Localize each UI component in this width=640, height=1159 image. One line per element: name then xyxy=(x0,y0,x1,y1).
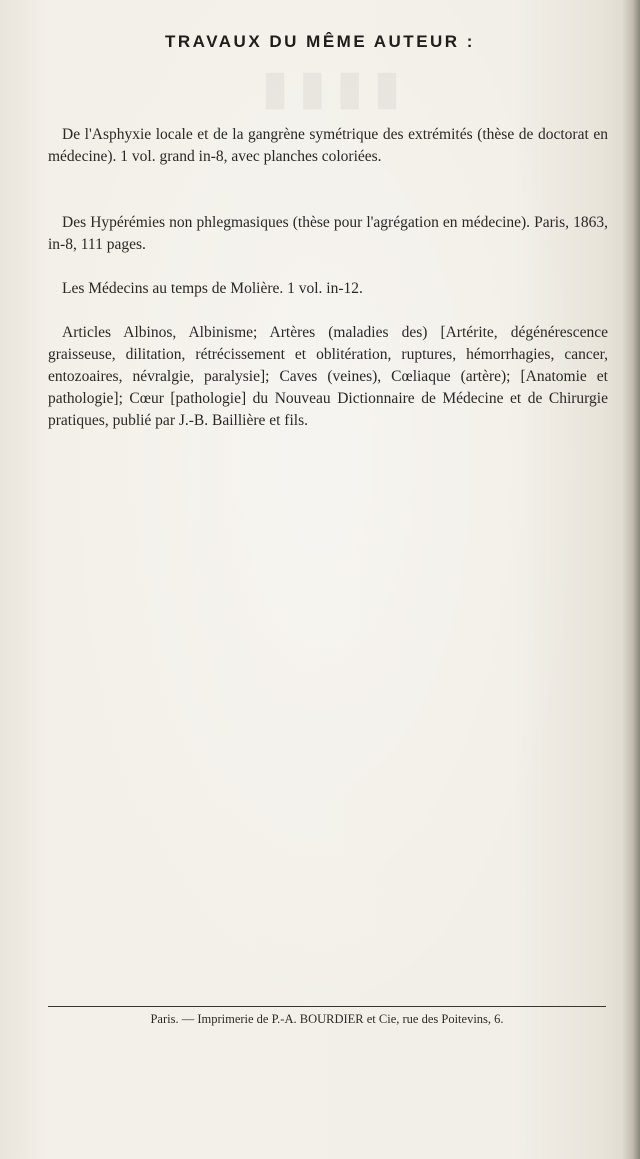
entry-text: Des Hypérémies non phlegmasiques (thèse pour l'agrégation en médecine). Paris, 1863, in-8, 111 pages. xyxy=(48,214,608,253)
binding-edge-shadow xyxy=(622,0,640,1159)
bibliography-entry xyxy=(48,278,608,300)
bleed-through-shadow: ▮▮▮▮ xyxy=(250,61,400,113)
bibliography-entry xyxy=(48,124,608,168)
entry-text: Articles Albinos, Albinisme; Artères (maladies des) [Artérite, dégénérescence graisseuse, dilitation, rétrécissement et oblitération, ruptures, hémorrhagies, cancer, entozoaires, névralgie, paralysie]; Caves (veines), Cœliaque (artère); [Anatomie et pathologie]; Cœur [pathologie] du Nouveau Dictionnaire de Médecine et de Chirurgie pratiques, publié par J.-B. Baillière et fils. xyxy=(48,324,608,429)
printer-imprint: Paris. — Imprimerie de P.-A. BOURDIER et Cie, rue des Poitevins, 6. xyxy=(150,1012,504,1026)
bibliography-entry xyxy=(48,322,608,432)
section-heading: TRAVAUX DU MÊME AUTEUR : xyxy=(165,32,475,51)
bibliography-entry xyxy=(48,212,608,256)
footer-divider xyxy=(48,1006,606,1007)
entry-text: Les Médecins au temps de Molière. 1 vol. in-12. xyxy=(62,280,363,297)
entry-text: De l'Asphyxie locale et de la gangrène symétrique des extrémités (thèse de doctorat en médecine). 1 vol. grand in-8, avec planches coloriées. xyxy=(48,126,608,165)
